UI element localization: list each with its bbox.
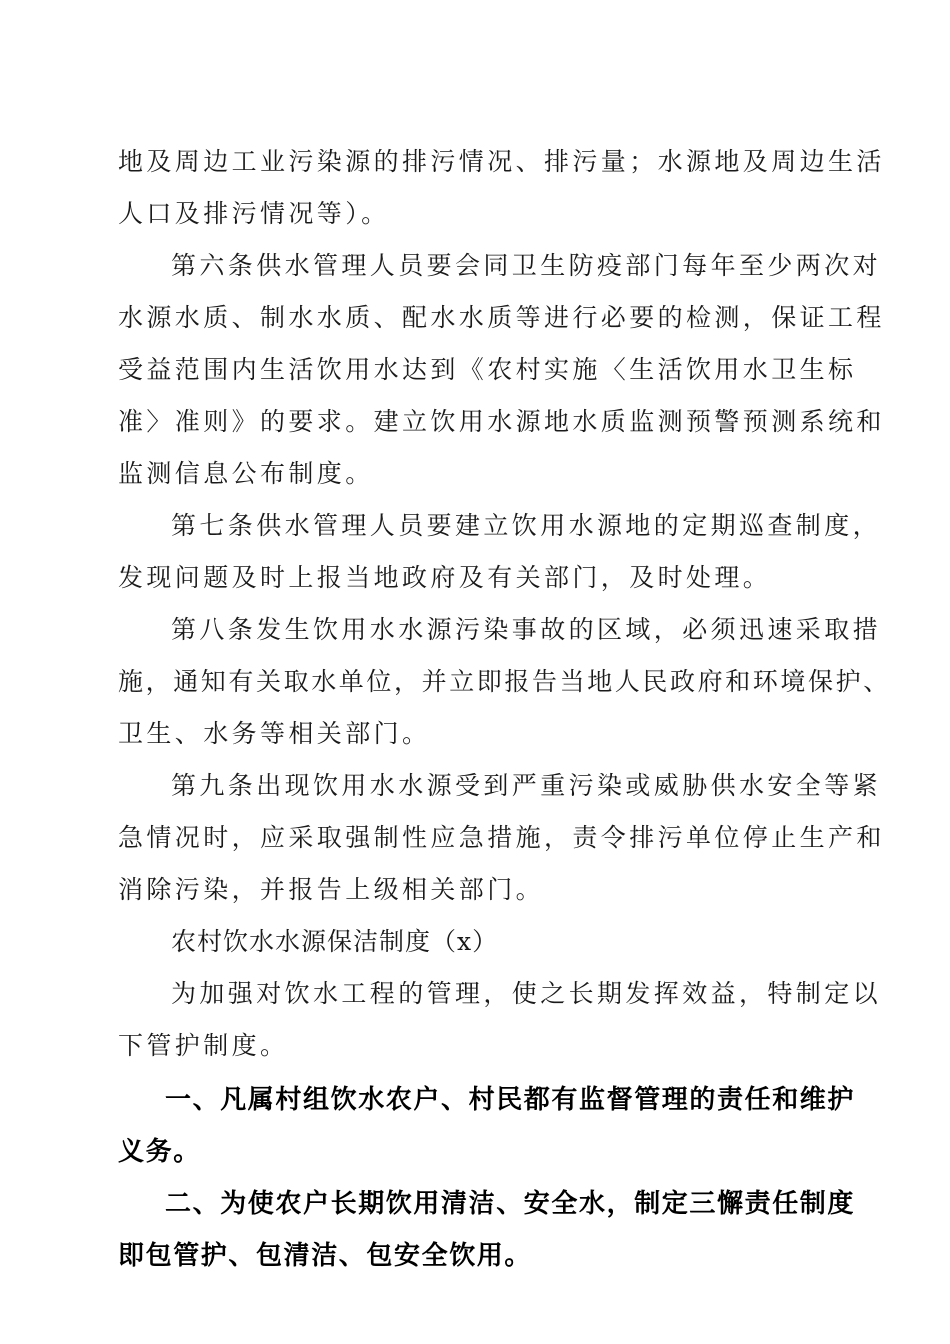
intro-line: 为加强对饮水工程的管理，使之长期发挥效益，特制定以 — [171, 979, 882, 1008]
rule-1-line: 一、凡属村组饮水农户、村民都有监督管理的责任和维护 — [165, 1085, 856, 1115]
article-8-line: 卫生、水务等相关部门。 — [118, 719, 431, 748]
article-9-line: 消除污染，并报告上级相关部门。 — [118, 875, 545, 904]
paragraph-line: 地及周边工业污染源的排污情况、排污量；水源地及周边生活 — [118, 147, 885, 176]
article-6-line: 水源水质、制水水质、配水水质等进行必要的检测，保证工程 — [118, 303, 885, 332]
rule-2-line: 二、为使农户长期饮用清洁、安全水，制定三懈责任制度 — [165, 1189, 856, 1219]
rule-2-line: 即包管护、包清洁、包安全饮用。 — [118, 1241, 533, 1271]
article-6-line: 第六条供水管理人员要会同卫生防疫部门每年至少两次对 — [171, 251, 882, 280]
section-title: 农村饮水水源保洁制度（x） — [171, 927, 499, 956]
paragraph-line: 人口及排污情况等）。 — [118, 199, 390, 228]
article-7-line: 第七条供水管理人员要建立饮用水源地的定期巡查制度， — [171, 511, 882, 540]
article-7-line: 发现问题及时上报当地政府及有关部门，及时处理。 — [118, 563, 772, 592]
article-9-line: 急情况时，应采取强制性应急措施，责令排污单位停止生产和 — [118, 823, 885, 852]
article-6-line: 受益范围内生活饮用水达到《农村实施〈生活饮用水卫生标 — [118, 355, 857, 384]
article-6-line: 监测信息公布制度。 — [118, 459, 374, 488]
article-8-line: 第八条发生饮用水水源污染事故的区域，必须迅速采取措 — [171, 615, 882, 644]
intro-line: 下管护制度。 — [118, 1031, 289, 1060]
article-8-line: 施，通知有关取水单位，并立即报告当地人民政府和环境保护、 — [118, 667, 891, 696]
article-6-line: 准〉准则》的要求。建立饮用水源地水质监测预警预测系统和 — [118, 407, 885, 436]
rule-1-line: 义务。 — [118, 1137, 201, 1167]
article-9-line: 第九条出现饮用水水源受到严重污染或威胁供水安全等紧 — [171, 771, 882, 800]
